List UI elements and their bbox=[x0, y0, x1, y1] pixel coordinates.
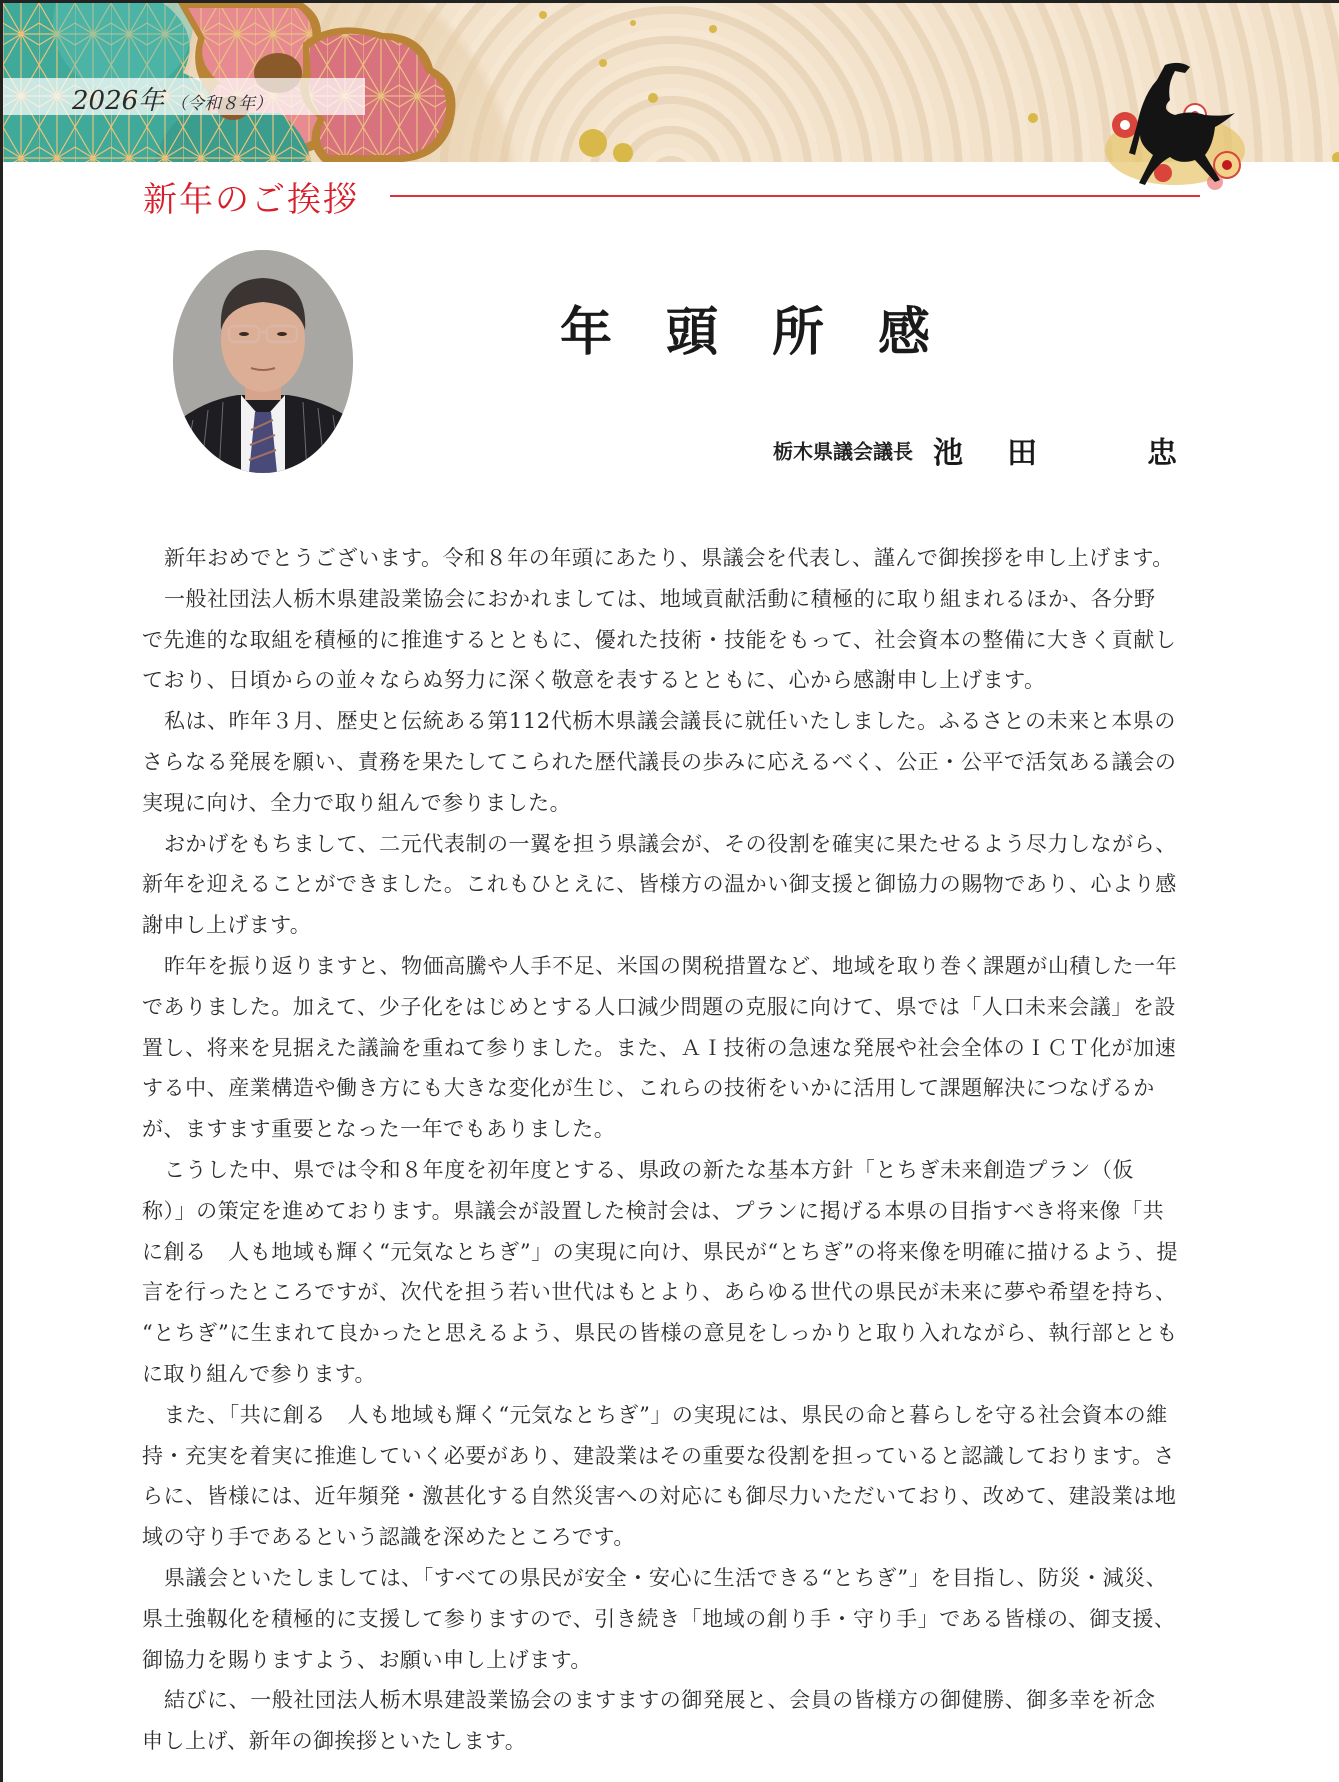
name-char: 池 bbox=[933, 436, 963, 471]
title-char: 感 bbox=[878, 302, 985, 363]
title-char: 年 bbox=[560, 302, 667, 363]
portrait-photo bbox=[173, 250, 353, 473]
body-line: 持・充実を着実に推進していく必要があり、建設業はその重要な役割を担っていると認識しております。さ bbox=[142, 1443, 1176, 1468]
body-line: 謝申し上げます。 bbox=[142, 913, 312, 938]
author-name bbox=[933, 436, 1177, 471]
body-line: さらなる発展を願い、責務を果たしてこられた歴代議長の歩みに応えるべく、公正・公平で活気ある議会の bbox=[142, 749, 1177, 774]
name-char: 忠 bbox=[1147, 436, 1177, 471]
body-line: 実現に向け、全力で取り組んで参りました。 bbox=[142, 790, 572, 815]
body-line: 昨年を振り返りますと、物価高騰や人手不足、米国の関税措置など、地域を取り巻く課題が山積した一年 bbox=[164, 953, 1178, 978]
body-line: 言を行ったところですが、次代を担う若い世代はもとより、あらゆる世代の県民が未来に夢や希望を持ち、 bbox=[142, 1280, 1177, 1305]
body-line: 御協力を賜りますよう、お願い申し上げます。 bbox=[142, 1647, 592, 1672]
author-signature bbox=[773, 428, 1177, 472]
body-line: こうした中、県では令和８年度を初年度とする、県政の新たな基本方針「とちぎ未来創造プラン（仮 bbox=[164, 1157, 1134, 1182]
article-body bbox=[142, 538, 1207, 1762]
body-line: に取り組んで参ります。 bbox=[142, 1361, 376, 1386]
body-line: 称）」の策定を進めております。県議会が設置した検討会は、プランに掲げる本県の目指すべき将来像「共 bbox=[142, 1198, 1165, 1223]
body-line: 置し、将来を見据えた議論を重ねて参りました。また、ＡＩ技術の急速な発展や社会全体のＩＣＴ化が加速 bbox=[142, 1035, 1177, 1060]
body-line: に創る 人も地域も輝く“元気なとちぎ”」の実現に向け、県民が“とちぎ”の将来像を明確に描けるよう、提 bbox=[142, 1239, 1179, 1264]
name-char: 田 bbox=[1007, 436, 1037, 471]
body-line: 結びに、一般社団法人栃木県建設業協会のますますの御発展と、会員の皆様方の御健勝、御多幸を祈念 bbox=[164, 1688, 1156, 1713]
author-role: 栃木県議会議長 bbox=[773, 439, 913, 464]
horse-with-plum-blossoms-icon bbox=[1095, 55, 1255, 195]
body-line: 申し上げ、新年の御挨拶といたします。 bbox=[142, 1729, 527, 1754]
body-line: で先進的な取組を積極的に推進するとともに、優れた技術・技能をもって、社会資本の整備に大きく貢献し bbox=[142, 627, 1177, 652]
section-title: 新年のご挨拶 bbox=[143, 180, 359, 220]
year: 2026年 bbox=[72, 86, 165, 116]
body-line: 新年を迎えることができました。これもひとえに、皆様方の温かい御支援と御協力の賜物であり、心より感 bbox=[142, 872, 1177, 897]
body-line: おかげをもちまして、二元代表制の一翼を担う県議会が、その役割を確実に果たせるよう尽力しながら、 bbox=[164, 831, 1177, 856]
left-border bbox=[0, 0, 3, 1782]
title-char: 所 bbox=[772, 302, 879, 363]
body-line: ており、日頃からの並々ならぬ努力に深く敬意を表するとともに、心から感謝申し上げます。 bbox=[142, 668, 1046, 693]
era-year: （令和８年） bbox=[170, 94, 273, 114]
body-line: 私は、昨年３月、歴史と伝統ある第112代栃木県議会議長に就任いたしました。ふるさとの未来と本県の bbox=[164, 709, 1176, 734]
body-line: する中、産業構造や働き方にも大きな変化が生じ、これらの技術をいかに活用して課題解決につなげるか bbox=[142, 1076, 1155, 1101]
title-char: 頭 bbox=[666, 302, 773, 363]
body-line: 新年おめでとうございます。令和８年の年頭にあたり、県議会を代表し、謹んで御挨拶を申し上げます。 bbox=[164, 546, 1174, 570]
body-line: 県土強靱化を積極的に支援して参りますので、引き続き「地域の創り手・守り手」である皆様の、御支援、 bbox=[142, 1606, 1176, 1631]
body-line: らに、皆様には、近年頻発・激甚化する自然災害への対応にも御尽力いただいており、改めて、建設業は地 bbox=[142, 1484, 1177, 1509]
body-line: “とちぎ”に生まれて良かったと思えるよう、県民の皆様の意見をしっかりと取り入れながら、執行部ととも bbox=[142, 1321, 1178, 1346]
body-line: が、ますます重要となった一年でもありました。 bbox=[142, 1117, 616, 1142]
body-line: 県議会といたしましては、「すべての県民が安全・安心に生活できる“とちぎ”」を目指し、防災・減災、 bbox=[164, 1565, 1168, 1590]
body-line: 域の守り手であるという認識を深めたところです。 bbox=[142, 1525, 635, 1550]
body-line: でありました。加えて、少子化をはじめとする人口減少問題の克服に向けて、県では「人口未来会議」を設 bbox=[142, 994, 1176, 1019]
article-title bbox=[560, 290, 1000, 365]
year-label bbox=[72, 80, 272, 117]
section-divider bbox=[390, 195, 1200, 197]
body-line: また、「共に創る 人も地域も輝く“元気なとちぎ”」の実現には、県民の命と暮らしを守る社会資本の維 bbox=[164, 1402, 1168, 1427]
body-line: 一般社団法人栃木県建設業協会におかれましては、地域貢献活動に積極的に取り組まれるほか、各分野 bbox=[164, 586, 1156, 611]
